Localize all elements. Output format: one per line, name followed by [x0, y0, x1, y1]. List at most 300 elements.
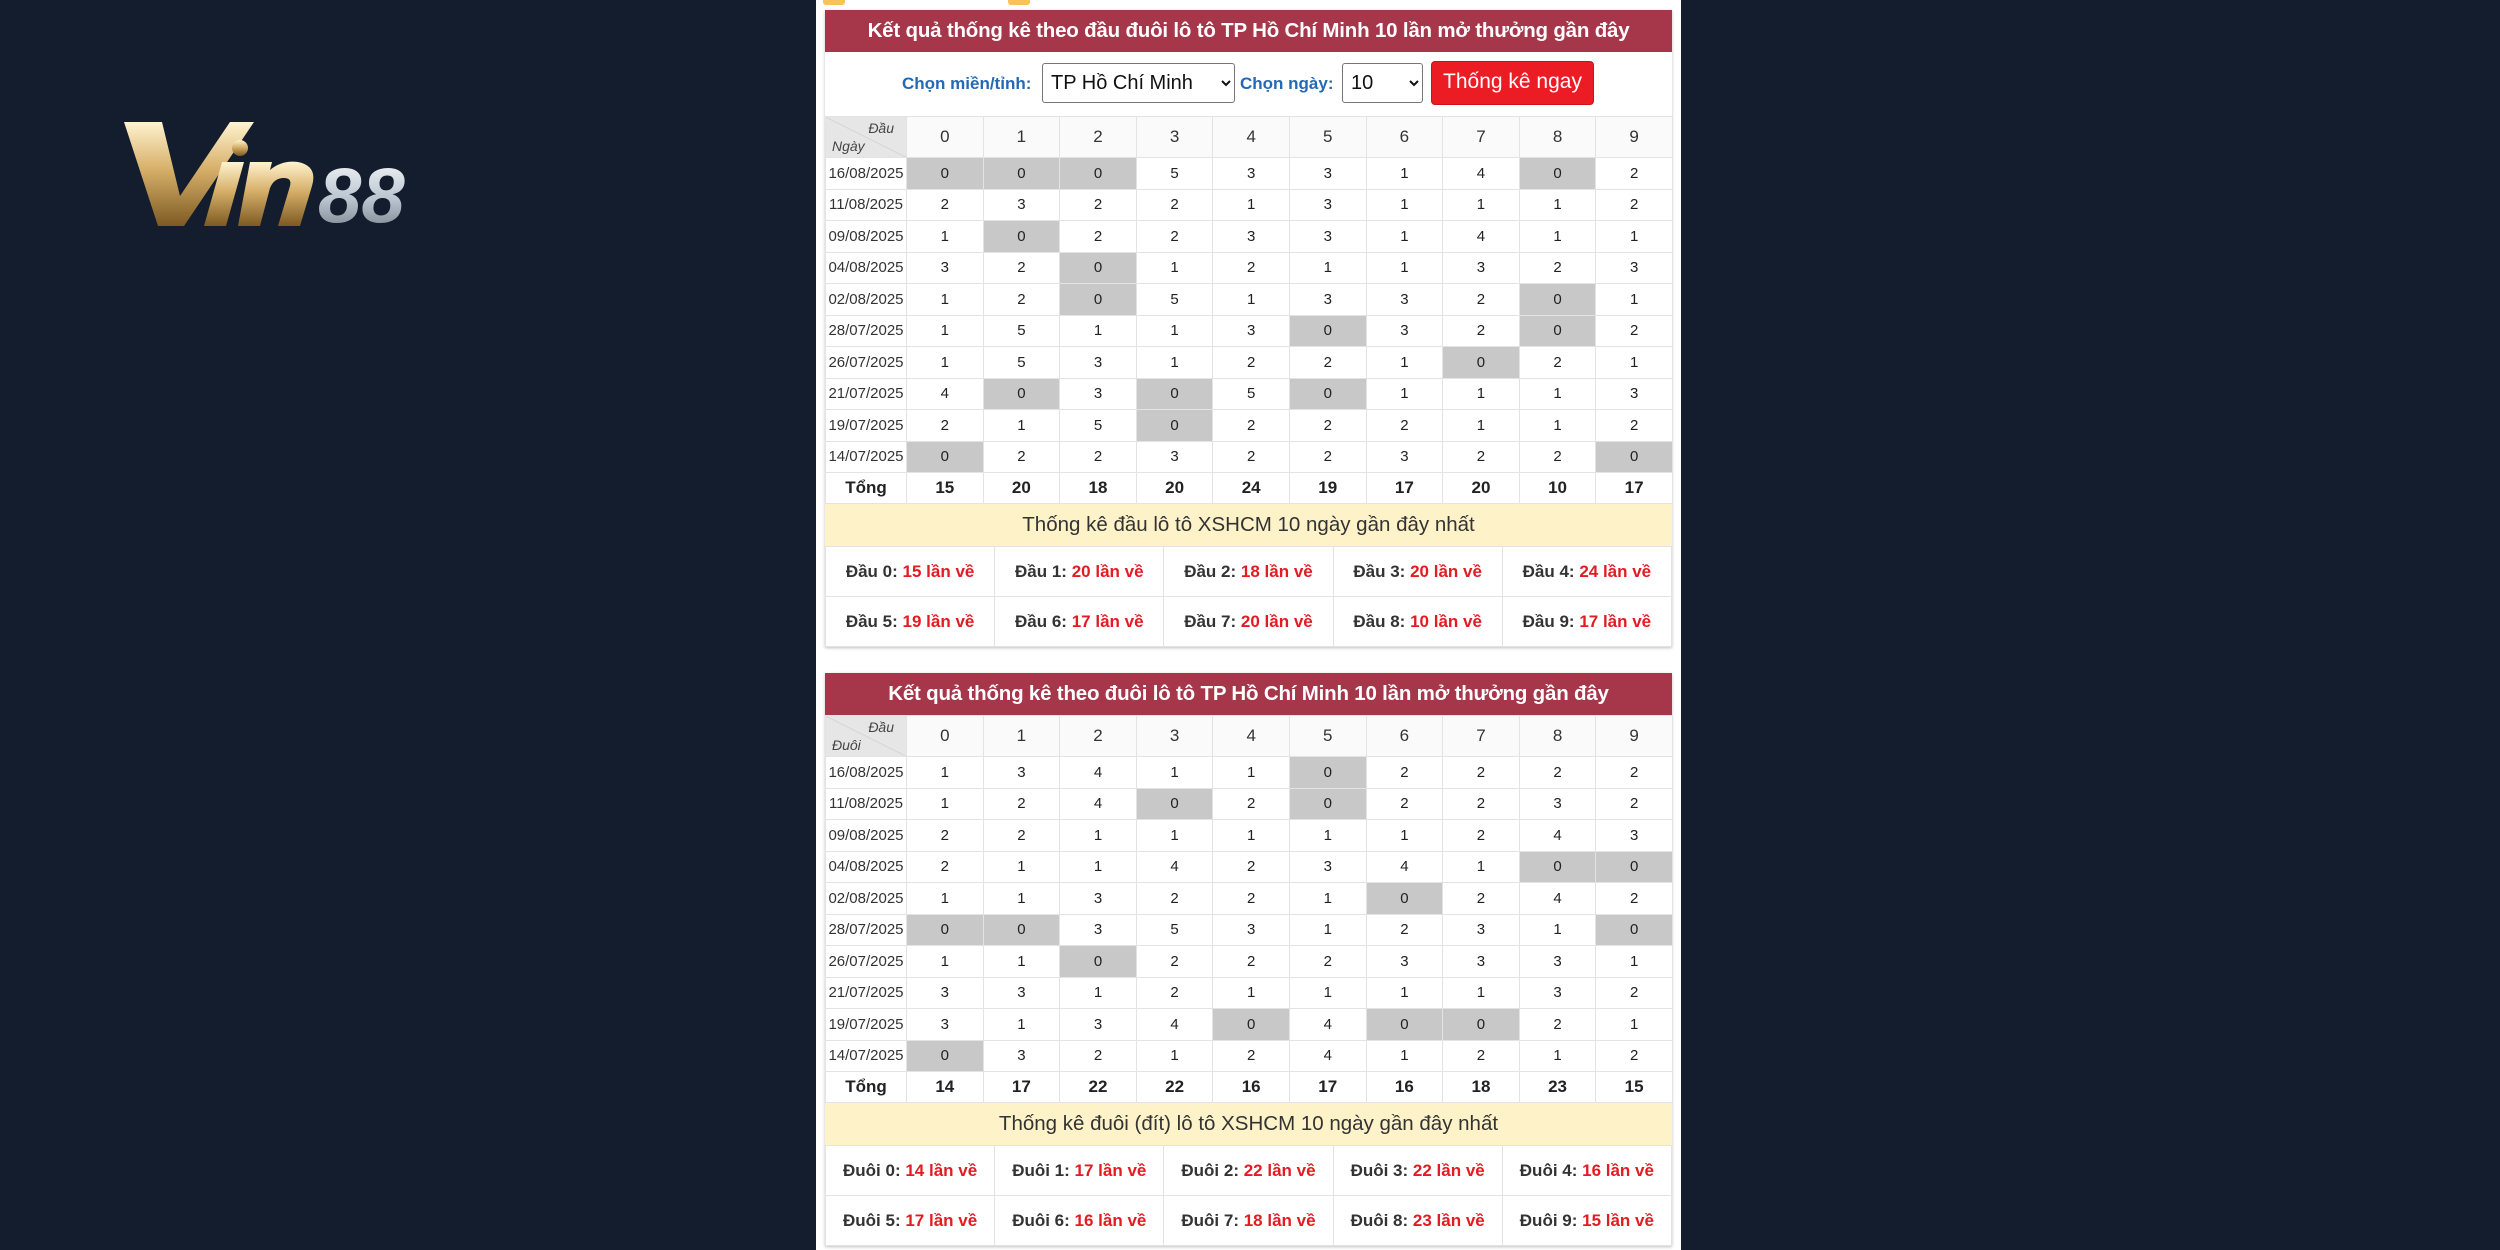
- summary-cell: [995, 1196, 1164, 1246]
- table-header-row: [826, 117, 1673, 158]
- count-cell: 2: [1519, 757, 1596, 789]
- corner-bottom-label: Đuôi: [832, 737, 861, 753]
- summary-label: Đầu 2:: [1184, 561, 1237, 581]
- total-cell: 15: [1596, 1072, 1673, 1103]
- count-cell: 2: [1596, 788, 1673, 820]
- summary-label: Đầu 7:: [1184, 611, 1237, 631]
- count-cell: 3: [983, 1040, 1060, 1072]
- count-cell: 2: [1366, 757, 1443, 789]
- count-cell: 1: [1213, 820, 1290, 852]
- total-cell: 17: [1289, 1072, 1366, 1103]
- summary-label: Đầu 6:: [1015, 611, 1067, 631]
- count-cell: 1: [1443, 851, 1520, 883]
- table-row: [826, 189, 1673, 221]
- summary-cell: [1333, 597, 1502, 647]
- summary-cell: [1164, 597, 1333, 647]
- row-date: 26/07/2025: [826, 347, 907, 379]
- count-cell: 1: [1136, 820, 1213, 852]
- count-cell: 4: [1289, 1009, 1366, 1041]
- summary-value: 15 lần về: [902, 561, 975, 581]
- table-row: [826, 1040, 1673, 1072]
- count-cell: 1: [1136, 1040, 1213, 1072]
- region-label: Chọn miền/tỉnh:: [902, 74, 1032, 93]
- column-header: 1: [983, 117, 1060, 158]
- summary-value: 23 lần về: [1412, 1210, 1485, 1230]
- total-cell: 20: [1443, 473, 1520, 504]
- count-cell: 2: [1213, 946, 1290, 978]
- summary-cell: [826, 1196, 995, 1246]
- count-cell: 1: [907, 757, 984, 789]
- count-cell: 3: [1366, 284, 1443, 316]
- count-cell: 3: [1213, 158, 1290, 190]
- tail-stats-table: [825, 715, 1673, 1103]
- row-date: 04/08/2025: [826, 851, 907, 883]
- count-cell: 5: [1213, 378, 1290, 410]
- row-date: 28/07/2025: [826, 914, 907, 946]
- column-header: 2: [1060, 117, 1137, 158]
- row-date: 14/07/2025: [826, 1040, 907, 1072]
- count-cell: 3: [1289, 851, 1366, 883]
- count-cell: 2: [983, 820, 1060, 852]
- count-cell: 0: [983, 378, 1060, 410]
- count-cell: 1: [907, 221, 984, 253]
- count-cell: 3: [1289, 284, 1366, 316]
- count-cell: 1: [907, 883, 984, 915]
- count-cell: 2: [1596, 158, 1673, 190]
- count-cell: 2: [1443, 788, 1520, 820]
- count-cell: 3: [1519, 977, 1596, 1009]
- count-cell: 1: [1289, 820, 1366, 852]
- count-cell: 5: [983, 315, 1060, 347]
- column-header: 9: [1596, 716, 1673, 757]
- count-cell: 3: [1136, 441, 1213, 473]
- summary-value: 20 lần về: [1240, 611, 1313, 631]
- count-cell: 2: [1060, 189, 1137, 221]
- count-cell: 0: [1136, 378, 1213, 410]
- summary-label: Đầu 1:: [1015, 561, 1067, 581]
- count-cell: 1: [1443, 378, 1520, 410]
- count-cell: 2: [1596, 977, 1673, 1009]
- count-cell: 1: [983, 883, 1060, 915]
- head-stats-section: [825, 10, 1672, 647]
- summary-label: Đuôi 9:: [1519, 1210, 1578, 1230]
- count-cell: 3: [1366, 315, 1443, 347]
- tab-marker: [1008, 0, 1030, 5]
- count-cell: 2: [907, 410, 984, 442]
- count-cell: 3: [1596, 252, 1673, 284]
- count-cell: 3: [1443, 252, 1520, 284]
- summary-row: [826, 597, 1672, 647]
- count-cell: 0: [1136, 788, 1213, 820]
- count-cell: 2: [1213, 441, 1290, 473]
- count-cell: 1: [1060, 315, 1137, 347]
- summary-cell: [826, 1146, 995, 1196]
- count-cell: 5: [1060, 410, 1137, 442]
- top-strip: [816, 0, 1681, 8]
- head-summary-title: Thống kê đầu lô tô XSHCM 10 ngày gần đây nhất: [825, 504, 1672, 546]
- total-cell: 17: [1596, 473, 1673, 504]
- count-cell: 0: [1060, 284, 1137, 316]
- count-cell: 2: [1289, 441, 1366, 473]
- column-header: 4: [1213, 117, 1290, 158]
- row-date: 21/07/2025: [826, 378, 907, 410]
- count-cell: 0: [1519, 284, 1596, 316]
- total-row: [826, 1072, 1673, 1103]
- count-cell: 2: [1213, 883, 1290, 915]
- count-cell: 1: [1060, 820, 1137, 852]
- summary-value: 20 lần về: [1071, 561, 1144, 581]
- count-cell: 0: [1519, 315, 1596, 347]
- count-cell: 2: [907, 820, 984, 852]
- count-cell: 2: [1366, 788, 1443, 820]
- count-cell: 1: [1366, 378, 1443, 410]
- table-corner-cell: [826, 117, 907, 158]
- count-cell: 1: [1443, 410, 1520, 442]
- summary-label: Đuôi 5:: [843, 1210, 901, 1230]
- tail-stats-section: [825, 673, 1672, 1246]
- count-cell: 2: [1289, 946, 1366, 978]
- count-cell: 2: [1136, 946, 1213, 978]
- count-cell: 2: [1443, 441, 1520, 473]
- table-row: [826, 851, 1673, 883]
- days-label: Chọn ngày:: [1240, 74, 1334, 93]
- total-label: Tổng: [826, 473, 907, 504]
- count-cell: 2: [1443, 1040, 1520, 1072]
- row-date: 26/07/2025: [826, 946, 907, 978]
- count-cell: 4: [1366, 851, 1443, 883]
- total-row: [826, 473, 1673, 504]
- count-cell: 1: [1136, 347, 1213, 379]
- tail-summary-title: Thống kê đuôi (đít) lô tô XSHCM 10 ngày gần đây nhất: [825, 1103, 1672, 1145]
- summary-value: 15 lần về: [1582, 1210, 1654, 1230]
- column-header: 7: [1443, 117, 1520, 158]
- count-cell: 3: [1519, 946, 1596, 978]
- count-cell: 0: [1060, 252, 1137, 284]
- count-cell: 2: [1519, 252, 1596, 284]
- count-cell: 0: [907, 1040, 984, 1072]
- table-row: [826, 410, 1673, 442]
- summary-cell: [1502, 1196, 1671, 1246]
- count-cell: 1: [1596, 347, 1673, 379]
- row-date: 11/08/2025: [826, 788, 907, 820]
- column-header: 3: [1136, 716, 1213, 757]
- tab-marker: [823, 0, 845, 5]
- summary-value: 20 lần về: [1410, 561, 1482, 581]
- table-row: [826, 977, 1673, 1009]
- summary-row: [826, 547, 1672, 597]
- count-cell: 3: [1443, 914, 1520, 946]
- count-cell: 2: [1519, 441, 1596, 473]
- summary-label: Đầu 4:: [1522, 561, 1575, 581]
- count-cell: 1: [1519, 914, 1596, 946]
- summary-cell: [1333, 1196, 1502, 1246]
- count-cell: 2: [1060, 441, 1137, 473]
- summary-label: Đầu 9:: [1522, 611, 1575, 631]
- svg-text:88: 88: [318, 151, 405, 230]
- row-date: 09/08/2025: [826, 820, 907, 852]
- row-date: 16/08/2025: [826, 158, 907, 190]
- summary-value: 10 lần về: [1410, 611, 1482, 631]
- count-cell: 2: [1136, 977, 1213, 1009]
- count-cell: 2: [1060, 221, 1137, 253]
- count-cell: 2: [1213, 788, 1290, 820]
- count-cell: 0: [983, 221, 1060, 253]
- count-cell: 1: [1519, 189, 1596, 221]
- count-cell: 2: [983, 788, 1060, 820]
- tail-stats-title: Kết quả thống kê theo đuôi lô tô TP Hồ Chí Minh 10 lần mở thưởng gần đây: [825, 673, 1672, 715]
- count-cell: 1: [1136, 757, 1213, 789]
- count-cell: 1: [983, 946, 1060, 978]
- count-cell: 2: [1289, 347, 1366, 379]
- table-row: [826, 315, 1673, 347]
- summary-cell: [1164, 1196, 1333, 1246]
- total-cell: 17: [1366, 473, 1443, 504]
- summary-row: [826, 1146, 1672, 1196]
- count-cell: 4: [1060, 757, 1137, 789]
- count-cell: 1: [907, 315, 984, 347]
- summary-value: 24 lần về: [1579, 561, 1652, 581]
- total-cell: 22: [1060, 1072, 1137, 1103]
- summary-row: [826, 1196, 1672, 1246]
- count-cell: 1: [1060, 851, 1137, 883]
- total-label: Tổng: [826, 1072, 907, 1103]
- corner-bottom-label: Ngày: [832, 138, 865, 154]
- count-cell: 2: [1136, 189, 1213, 221]
- row-date: 16/08/2025: [826, 757, 907, 789]
- count-cell: 1: [907, 284, 984, 316]
- count-cell: 2: [1366, 914, 1443, 946]
- count-cell: 2: [907, 851, 984, 883]
- head-stats-title: Kết quả thống kê theo đầu đuôi lô tô TP Hồ Chí Minh 10 lần mở thưởng gần đây: [825, 10, 1672, 52]
- count-cell: 1: [1366, 189, 1443, 221]
- count-cell: 3: [1596, 378, 1673, 410]
- count-cell: 2: [1443, 757, 1520, 789]
- summary-value: 16 lần về: [1074, 1210, 1147, 1230]
- count-cell: 2: [1213, 252, 1290, 284]
- count-cell: 0: [907, 914, 984, 946]
- count-cell: 1: [1289, 252, 1366, 284]
- count-cell: 0: [983, 158, 1060, 190]
- summary-label: Đầu 5:: [845, 611, 898, 631]
- count-cell: 1: [1519, 221, 1596, 253]
- count-cell: 2: [1596, 1040, 1673, 1072]
- summary-value: 18 lần về: [1243, 1210, 1316, 1230]
- total-cell: 20: [983, 473, 1060, 504]
- count-cell: 4: [1519, 883, 1596, 915]
- summary-value: 14 lần về: [905, 1160, 978, 1180]
- count-cell: 0: [1289, 788, 1366, 820]
- count-cell: 1: [1596, 221, 1673, 253]
- column-header: 5: [1289, 117, 1366, 158]
- table-row: [826, 883, 1673, 915]
- summary-label: Đuôi 6:: [1012, 1210, 1070, 1230]
- count-cell: 2: [1136, 221, 1213, 253]
- table-row: [826, 347, 1673, 379]
- count-cell: 2: [1596, 883, 1673, 915]
- count-cell: 1: [1366, 221, 1443, 253]
- count-cell: 2: [1289, 410, 1366, 442]
- count-cell: 3: [1213, 914, 1290, 946]
- count-cell: 0: [983, 914, 1060, 946]
- count-cell: 2: [1213, 1040, 1290, 1072]
- count-cell: 0: [1443, 1009, 1520, 1041]
- count-cell: 3: [983, 977, 1060, 1009]
- column-header: 8: [1519, 716, 1596, 757]
- count-cell: 2: [1443, 820, 1520, 852]
- table-row: [826, 441, 1673, 473]
- count-cell: 2: [1596, 410, 1673, 442]
- corner-top-label: Đầu: [868, 120, 894, 136]
- summary-cell: [826, 597, 995, 647]
- summary-value: 17 lần về: [1074, 1160, 1147, 1180]
- count-cell: 2: [1443, 284, 1520, 316]
- count-cell: 4: [1136, 1009, 1213, 1041]
- column-header: 4: [1213, 716, 1290, 757]
- count-cell: 3: [1366, 441, 1443, 473]
- count-cell: 0: [1289, 757, 1366, 789]
- count-cell: 2: [983, 252, 1060, 284]
- table-row: [826, 378, 1673, 410]
- region-select[interactable]: [1042, 63, 1235, 103]
- count-cell: 3: [1289, 189, 1366, 221]
- row-date: 28/07/2025: [826, 315, 907, 347]
- row-date: 02/08/2025: [826, 883, 907, 915]
- column-header: 6: [1366, 716, 1443, 757]
- count-cell: 1: [983, 1009, 1060, 1041]
- count-cell: 1: [1289, 977, 1366, 1009]
- total-cell: 18: [1443, 1072, 1520, 1103]
- summary-cell: [1164, 547, 1333, 597]
- count-cell: 3: [1366, 946, 1443, 978]
- column-header: 1: [983, 716, 1060, 757]
- column-header: 0: [907, 716, 984, 757]
- count-cell: 3: [1060, 914, 1137, 946]
- summary-cell: [1164, 1146, 1333, 1196]
- count-cell: 3: [1060, 347, 1137, 379]
- count-cell: 1: [1136, 315, 1213, 347]
- count-cell: 3: [1289, 221, 1366, 253]
- count-cell: 5: [983, 347, 1060, 379]
- count-cell: 3: [1596, 820, 1673, 852]
- summary-label: Đuôi 4:: [1519, 1160, 1578, 1180]
- count-cell: 5: [1136, 158, 1213, 190]
- table-row: [826, 284, 1673, 316]
- summary-label: Đuôi 1:: [1012, 1160, 1070, 1180]
- summary-cell: [1333, 1146, 1502, 1196]
- count-cell: 2: [1596, 757, 1673, 789]
- submit-stats-button[interactable]: Thống kê ngay: [1431, 61, 1594, 105]
- table-corner-cell: [826, 716, 907, 757]
- table-row: [826, 820, 1673, 852]
- count-cell: 0: [1289, 315, 1366, 347]
- count-cell: 1: [1596, 284, 1673, 316]
- summary-label: Đuôi 0:: [843, 1160, 901, 1180]
- table-row: [826, 946, 1673, 978]
- count-cell: 1: [907, 347, 984, 379]
- count-cell: 3: [907, 1009, 984, 1041]
- summary-cell: [1502, 547, 1671, 597]
- column-header: 2: [1060, 716, 1137, 757]
- table-row: [826, 788, 1673, 820]
- summary-label: Đuôi 8:: [1350, 1210, 1409, 1230]
- count-cell: 1: [1366, 820, 1443, 852]
- summary-label: Đầu 3:: [1353, 561, 1406, 581]
- count-cell: 0: [1596, 914, 1673, 946]
- count-cell: 1: [1213, 284, 1290, 316]
- total-cell: 22: [1136, 1072, 1213, 1103]
- count-cell: 3: [1213, 221, 1290, 253]
- head-summary-table: [825, 546, 1672, 647]
- count-cell: 1: [1596, 1009, 1673, 1041]
- count-cell: 3: [1443, 946, 1520, 978]
- row-date: 19/07/2025: [826, 410, 907, 442]
- count-cell: 1: [1366, 977, 1443, 1009]
- count-cell: 3: [1289, 158, 1366, 190]
- summary-label: Đuôi 3:: [1350, 1160, 1409, 1180]
- count-cell: 0: [907, 158, 984, 190]
- count-cell: 3: [907, 977, 984, 1009]
- count-cell: 1: [1366, 252, 1443, 284]
- column-header: 0: [907, 117, 984, 158]
- total-cell: 19: [1289, 473, 1366, 504]
- count-cell: 4: [1136, 851, 1213, 883]
- count-cell: 4: [907, 378, 984, 410]
- count-cell: 1: [1213, 189, 1290, 221]
- count-cell: 0: [1596, 851, 1673, 883]
- count-cell: 2: [1136, 883, 1213, 915]
- head-stats-table: [825, 116, 1673, 504]
- summary-cell: [1502, 597, 1671, 647]
- summary-label: Đầu 0:: [845, 561, 898, 581]
- count-cell: 1: [1443, 189, 1520, 221]
- column-header: 6: [1366, 117, 1443, 158]
- count-cell: 1: [907, 788, 984, 820]
- column-header: 3: [1136, 117, 1213, 158]
- column-header: 9: [1596, 117, 1673, 158]
- row-date: 11/08/2025: [826, 189, 907, 221]
- count-cell: 1: [1519, 1040, 1596, 1072]
- count-cell: 3: [907, 252, 984, 284]
- total-cell: 24: [1213, 473, 1290, 504]
- count-cell: 3: [1060, 883, 1137, 915]
- count-cell: 1: [1213, 757, 1290, 789]
- total-cell: 18: [1060, 473, 1137, 504]
- count-cell: 3: [1060, 378, 1137, 410]
- count-cell: 3: [1060, 1009, 1137, 1041]
- count-cell: 0: [1213, 1009, 1290, 1041]
- days-select[interactable]: [1342, 63, 1423, 103]
- summary-cell: [1333, 547, 1502, 597]
- count-cell: 2: [1213, 347, 1290, 379]
- count-cell: 0: [1596, 441, 1673, 473]
- total-cell: 20: [1136, 473, 1213, 504]
- count-cell: 0: [1060, 158, 1137, 190]
- summary-value: 17 lần về: [1579, 611, 1652, 631]
- table-row: [826, 757, 1673, 789]
- summary-label: Đuôi 2:: [1181, 1160, 1239, 1180]
- total-cell: 15: [907, 473, 984, 504]
- summary-value: 16 lần về: [1582, 1160, 1654, 1180]
- count-cell: 1: [1519, 410, 1596, 442]
- summary-value: 17 lần về: [905, 1210, 978, 1230]
- count-cell: 1: [1289, 883, 1366, 915]
- count-cell: 3: [983, 189, 1060, 221]
- count-cell: 0: [1366, 883, 1443, 915]
- count-cell: 4: [1519, 820, 1596, 852]
- count-cell: 1: [1136, 252, 1213, 284]
- count-cell: 1: [1366, 158, 1443, 190]
- count-cell: 4: [1443, 158, 1520, 190]
